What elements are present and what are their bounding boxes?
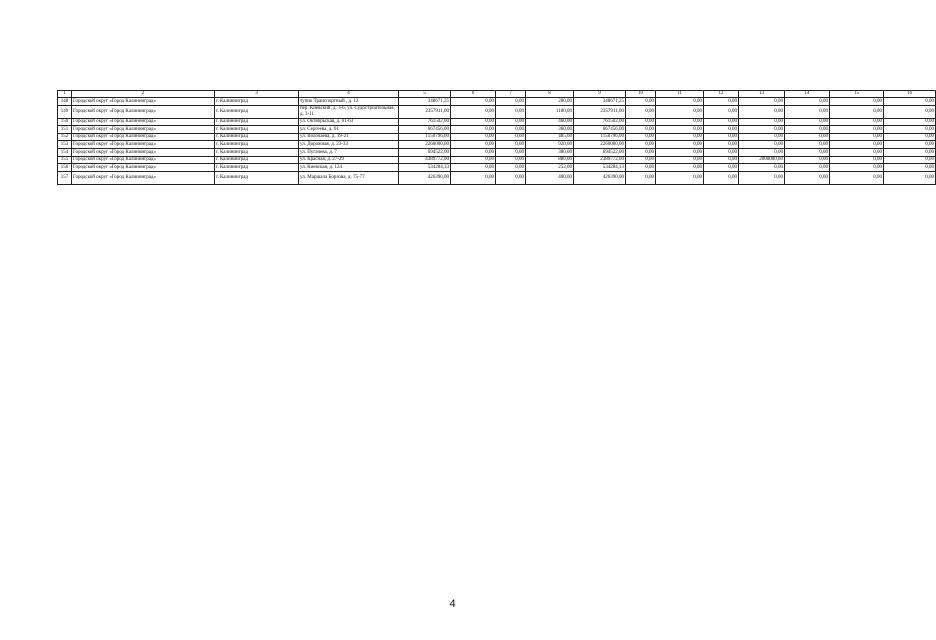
col10-cell: 0,00 [626,156,656,164]
total-cost-cell: 761502,00 [399,118,451,126]
col7-cell: 0,00 [496,133,526,141]
col12-cell: 0,00 [704,156,739,164]
col12-cell: 0,00 [704,133,739,141]
column-number-2: 2 [72,91,215,98]
col11-cell: 0,00 [656,148,704,156]
total-cost-cell: 1150796,00 [399,133,451,141]
address-cell: ул. Маршала Борзова, д. 75-77 [299,171,399,184]
owner-cell: Городской округ «Город Калининград» [72,133,215,141]
city-cell: г. Калининград [215,98,299,106]
table-row [58,133,936,141]
area-cell: 920,00 [526,141,574,149]
column-number-16: 16 [884,91,936,98]
row-number: 152 [58,133,72,141]
owner-cell: Городской округ «Город Калининград» [72,148,215,156]
row-number: 151 [58,126,72,134]
city-cell: г. Калининград [215,164,299,172]
col9-cell: 426390,00 [574,171,626,184]
column-number-7: 7 [496,91,526,98]
col14-cell: 0,00 [785,156,830,164]
address-cell: ул. Октябрьская, д. 61-63 [299,118,399,126]
col13-cell: 0,00 [739,133,785,141]
col10-cell: 0,00 [626,148,656,156]
city-cell: г. Калининград [215,126,299,134]
address-cell: тупик Транспортный , д. 12 [299,98,399,106]
col15-cell: 0,00 [830,98,884,106]
col12-cell: 0,00 [704,126,739,134]
total-cost-cell: 426390,00 [399,171,451,184]
column-number-9: 9 [574,91,626,98]
col9-cell: 348671,25 [574,98,626,106]
owner-cell: Городской округ «Город Калининград» [72,164,215,172]
col12-cell: 0,00 [704,164,739,172]
city-cell: г. Калининград [215,105,299,118]
row-number: 156 [58,164,72,172]
col15-cell: 0,00 [830,148,884,156]
col12-cell: 0,00 [704,118,739,126]
column-number-14: 14 [785,91,830,98]
col14-cell: 0,00 [785,118,830,126]
row-number: 149 [58,105,72,118]
col10-cell: 0,00 [626,133,656,141]
col15-cell: 0,00 [830,105,884,118]
col16-cell: 0,00 [884,171,936,184]
owner-cell: Городской округ «Город Калининград» [72,141,215,149]
area-cell: 485,00 [526,133,574,141]
col16-cell: 0,00 [884,141,936,149]
col11-cell: 0,00 [656,105,704,118]
address-cell: ул. Дорожная, д. 23-33 [299,141,399,149]
column-number-1: 1 [58,91,72,98]
col16-cell: 0,00 [884,118,936,126]
table-row [58,105,936,118]
area-cell: 880,00 [526,156,574,164]
col14-cell: 0,00 [785,133,830,141]
col9-cell: 761502,00 [574,118,626,126]
owner-cell: Городской округ «Город Калининград» [72,98,215,106]
col7-cell: 0,00 [496,105,526,118]
table-row [58,141,936,149]
column-number-4: 4 [299,91,399,98]
col10-cell: 0,00 [626,118,656,126]
owner-cell: Городской округ «Город Калининград» [72,171,215,184]
column-number-5: 5 [399,91,451,98]
col15-cell: 0,00 [830,164,884,172]
col11-cell: 0,00 [656,156,704,164]
address-cell: ул. Волочаева, д. 19-21 [299,133,399,141]
col13-cell: 0,00 [739,141,785,149]
address-cell: ул. Красная, д. 27-29 [299,156,399,164]
col11-cell: 0,00 [656,164,704,172]
owner-cell: Городской округ «Город Калининград» [72,118,215,126]
column-number-6: 6 [451,91,496,98]
col7-cell: 0,00 [496,126,526,134]
register-table [57,90,936,185]
col10-cell: 0,00 [626,98,656,106]
col12-cell: 0,00 [704,171,739,184]
col10-cell: 0,00 [626,164,656,172]
col9-cell: 694522,00 [574,148,626,156]
col15-cell: 0,00 [830,156,884,164]
col9-cell: 1150796,00 [574,133,626,141]
table-row [58,171,936,184]
owner-cell: Городской округ «Город Калининград» [72,156,215,164]
col14-cell: 0,00 [785,141,830,149]
col12-cell: 0,00 [704,141,739,149]
column-number-12: 12 [704,91,739,98]
city-cell: г. Калининград [215,118,299,126]
row-number: 153 [58,141,72,149]
col11-cell: 0,00 [656,141,704,149]
col10-cell: 0,00 [626,126,656,134]
total-cost-cell: 667456,00 [399,126,451,134]
row-number: 157 [58,171,72,184]
col15-cell: 0,00 [830,141,884,149]
area-cell: 252,00 [526,164,574,172]
col10-cell: 0,00 [626,171,656,184]
col9-cell: 534284,13 [574,164,626,172]
area-cell: 380,00 [526,148,574,156]
col15-cell: 0,00 [830,118,884,126]
table-row [58,118,936,126]
col13-cell: 0,00 [739,148,785,156]
col9-cell: 2357911,00 [574,105,626,118]
total-cost-cell: 534284,13 [399,164,451,172]
col6-cell: 0,00 [451,98,496,106]
col10-cell: 0,00 [626,141,656,149]
col13-cell: 0,00 [739,98,785,106]
col7-cell: 0,00 [496,98,526,106]
row-number: 148 [58,98,72,106]
total-cost-cell: 2260000,00 [399,141,451,149]
col9-cell: 667456,00 [574,126,626,134]
total-cost-cell: 694522,00 [399,148,451,156]
col6-cell: 0,00 [451,126,496,134]
col14-cell: 0,00 [785,171,830,184]
col15-cell: 0,00 [830,171,884,184]
city-cell: г. Калининград [215,156,299,164]
city-cell: г. Калининград [215,133,299,141]
area-cell: 1180,00 [526,105,574,118]
table-row [58,164,936,172]
table-row [58,126,936,134]
col7-cell: 0,00 [496,118,526,126]
col16-cell: 0,00 [884,156,936,164]
address-cell: ул. Сергеева, д. 61 [299,126,399,134]
col9-cell: 2389772,00 [574,156,626,164]
col7-cell: 0,00 [496,141,526,149]
owner-cell: Городской округ «Город Калининград» [72,105,215,118]
col14-cell: 0,00 [785,148,830,156]
area-cell: 460,00 [526,118,574,126]
col16-cell: 0,00 [884,98,936,106]
col16-cell: 0,00 [884,148,936,156]
total-cost-cell: 2357911,00 [399,105,451,118]
col13-cell: 0,00 [739,126,785,134]
city-cell: г. Калининград [215,171,299,184]
row-number: 155 [58,156,72,164]
col16-cell: 0,00 [884,126,936,134]
col14-cell: 0,00 [785,164,830,172]
col14-cell: 0,00 [785,98,830,106]
col6-cell: 0,00 [451,141,496,149]
page-number: 4 [449,598,456,610]
register-rows [58,98,936,185]
column-number-15: 15 [830,91,884,98]
col7-cell: 0,00 [496,171,526,184]
col6-cell: 0,00 [451,118,496,126]
col15-cell: 0,00 [830,133,884,141]
col6-cell: 0,00 [451,164,496,172]
col7-cell: 0,00 [496,148,526,156]
column-number-8: 8 [526,91,574,98]
address-cell: ул. Киевская, д. 124 [299,164,399,172]
col14-cell: 0,00 [785,126,830,134]
col11-cell: 0,00 [656,171,704,184]
table-row [58,148,936,156]
area-cell: 400,00 [526,171,574,184]
column-number-row [58,91,936,98]
col6-cell: 0,00 [451,171,496,184]
col16-cell: 0,00 [884,105,936,118]
col11-cell: 0,00 [656,98,704,106]
col13-cell: 0,00 [739,171,785,184]
col6-cell: 0,00 [451,105,496,118]
column-number-3: 3 [215,91,299,98]
column-number-13: 13 [739,91,785,98]
col13-cell: 0,00 [739,118,785,126]
col7-cell: 0,00 [496,156,526,164]
col16-cell: 0,00 [884,133,936,141]
col13-cell: 2000000,00 [739,156,785,164]
col11-cell: 0,00 [656,133,704,141]
table-row [58,156,936,164]
total-cost-cell: 4389772,00 [399,156,451,164]
city-cell: г. Калининград [215,141,299,149]
city-cell: г. Калининград [215,148,299,156]
col13-cell: 0,00 [739,105,785,118]
col16-cell: 0,00 [884,164,936,172]
owner-cell: Городской округ «Город Калининград» [72,126,215,134]
area-cell: 360,00 [526,126,574,134]
col9-cell: 2260000,00 [574,141,626,149]
col12-cell: 0,00 [704,105,739,118]
col12-cell: 0,00 [704,148,739,156]
column-number-11: 11 [656,91,704,98]
col12-cell: 0,00 [704,98,739,106]
col13-cell: 0,00 [739,164,785,172]
col6-cell: 0,00 [451,133,496,141]
table-row [58,98,936,106]
row-number: 154 [58,148,72,156]
total-cost-cell: 348671,25 [399,98,451,106]
column-number-10: 10 [626,91,656,98]
col6-cell: 0,00 [451,156,496,164]
col11-cell: 0,00 [656,126,704,134]
area-cell: 280,00 [526,98,574,106]
col10-cell: 0,00 [626,105,656,118]
col11-cell: 0,00 [656,118,704,126]
col15-cell: 0,00 [830,126,884,134]
col14-cell: 0,00 [785,105,830,118]
address-cell: пер. Киевский, д. 3-6, ул. Судостроительная, д. 3-11 [299,105,399,118]
col6-cell: 0,00 [451,148,496,156]
col7-cell: 0,00 [496,164,526,172]
address-cell: ул. Пугачева, д. 7 [299,148,399,156]
row-number: 150 [58,118,72,126]
